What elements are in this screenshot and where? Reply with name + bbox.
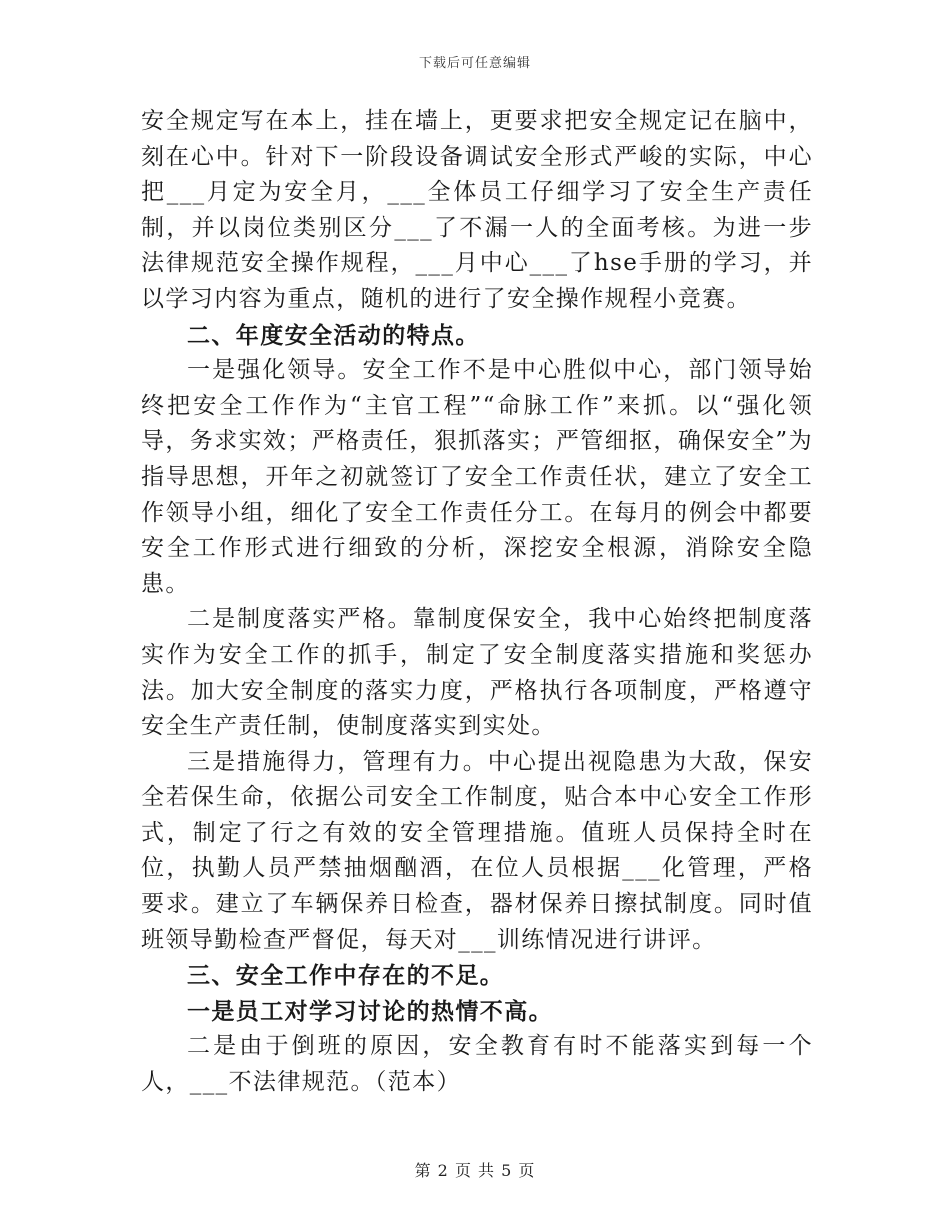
document-body xyxy=(141,104,813,1101)
paragraph-measures: 三是措施得力，管理有力。中心提出视隐患为大敌，保安全若保生命，依据公司安全工作制度，贴合本中心安全工作形式，制定了行之有效的安全管理措施。值班人员保持全时在位，执勤人员严禁抽烟酗酒，在位人员根据___化管理，严格要求。建立了车辆保养日检查，器材保养日擦拭制度。同时值班领导勤检查严督促，每天对___训练情况进行讲评。 xyxy=(141,748,813,953)
paragraph-system-implementation: 二是制度落实严格。靠制度保安全，我中心始终把制度落实作为安全工作的抓手，制定了安全制度落实措施和奖惩办法。加大安全制度的落实力度，严格执行各项制度，严格遵守安全生产责任制，使制度落实到实处。 xyxy=(141,606,813,740)
section-heading-features: 二、年度安全活动的特点。 xyxy=(187,321,480,349)
paragraph-safety-month: 安全规定写在本上，挂在墙上，更要求把安全规定记在脑中，刻在心中。针对下一阶段设备调试安全形式严峻的实际，中心把___月定为安全月，___全体员工仔细学习了安全生产责任制，并以岗位类别区分___了不漏一人的全面考核。为进一步法律规范安全操作规程，___月中心___了hse手册的学习，并以学习内容为重点，随机的进行了安全操作规程小竞赛。 xyxy=(141,108,813,312)
paragraph-leadership: 一是强化领导。安全工作不是中心胜似中心，部门领导始终把安全工作作为“主官工程”“命脉工作”来抓。以“强化领导，务求实效；严格责任，狠抓落实；严管细抠，确保安全”为指导思想，开年之初就签订了安全工作责任状，建立了安全工作领导小组，细化了安全工作责任分工。在每月的例会中都要安全工作形式进行细致的分析，深挖安全根源，消除安全隐患。 xyxy=(141,357,813,597)
subheading-enthusiasm: 一是员工对学习讨论的热情不高。 xyxy=(187,997,553,1025)
section-heading-shortcomings: 三、安全工作中存在的不足。 xyxy=(187,962,505,990)
page-header: 下载后可任意编辑 xyxy=(418,56,531,71)
page-footer: 第 2 页 共 5 页 xyxy=(414,1161,536,1180)
paragraph-shift-education: 二是由于倒班的原因，安全教育有时不能落实到每一个人，___不法律规范。（范本） xyxy=(141,1033,813,1096)
